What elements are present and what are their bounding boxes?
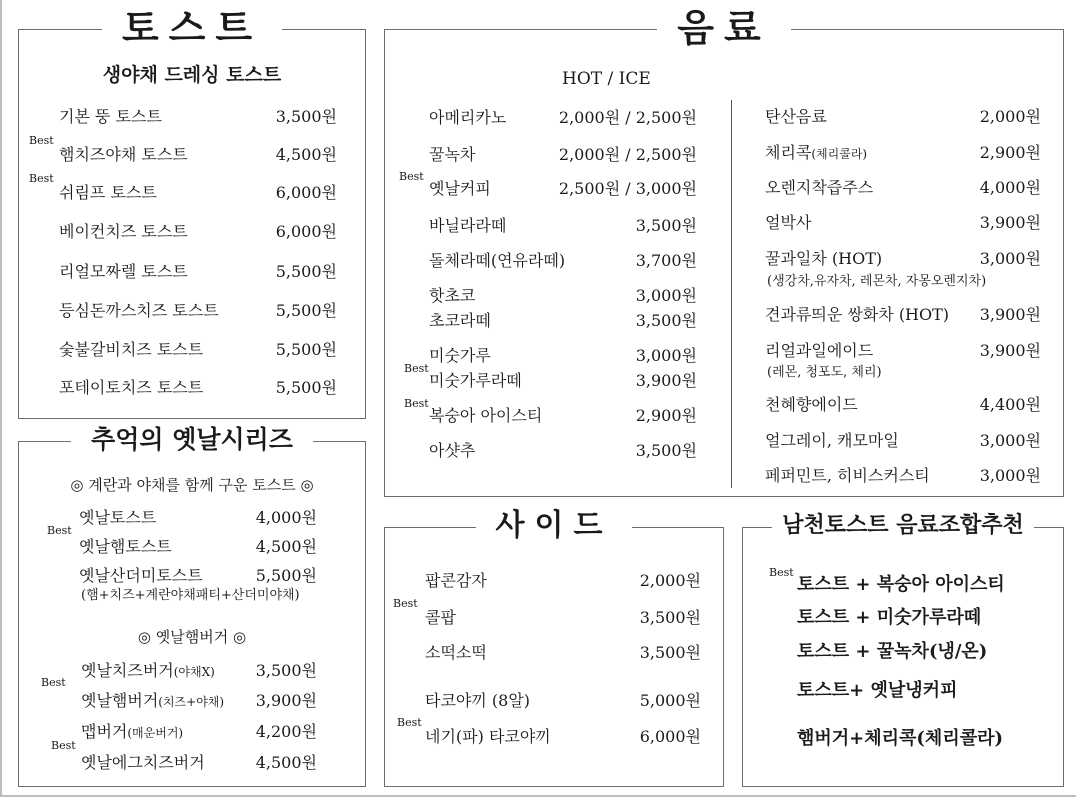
item-price: 4,400원 (979, 395, 1041, 414)
item-price: 3,900원 (635, 371, 697, 390)
item-name: 네기(파) 타코야끼 (425, 727, 551, 746)
toast-title: 토스트 (102, 8, 282, 48)
item-price: 3,500원 (275, 107, 337, 126)
item-name: 쉬림프 토스트 (59, 183, 157, 202)
item-name: 체리콕 (765, 143, 812, 162)
item-name: 옛날치즈버거 (81, 661, 174, 680)
best-badge: Best (51, 739, 76, 752)
item-price: 6,000원 (275, 183, 337, 202)
item-name: 미숫가루 (429, 346, 491, 365)
item-name: 리얼모짜렐 토스트 (59, 262, 188, 281)
combo-text: 햄버거+체리콕(체리콜라) (797, 728, 1003, 749)
item-price: 3,500원 (635, 441, 697, 460)
combo-text: 토스트 + 복숭아 아이스티 (797, 574, 1005, 595)
best-badge: Best (399, 170, 424, 183)
memory-section (18, 425, 366, 787)
toast-section (18, 6, 366, 419)
item-price: 4,000원 (255, 508, 317, 527)
hot-ice-label: HOT / ICE (562, 69, 651, 89)
item-name: 베이컨치즈 토스트 (59, 222, 188, 241)
combo-item (797, 603, 981, 629)
item-price: 5,500원 (275, 262, 337, 281)
item-name: 기본 뚱 토스트 (59, 107, 162, 126)
item-note: (햄+치즈+계란야채패티+산더미야채) (81, 588, 300, 603)
item-name: 아샷추 (429, 441, 476, 460)
item-price: 4,500원 (255, 537, 317, 556)
item-price: 5,500원 (255, 566, 317, 585)
item-price: 6,000원 (639, 727, 701, 746)
item-name: 옛날에그치즈버거 (81, 753, 205, 772)
item-price: 3,000원 (635, 286, 697, 305)
item-price: 2,900원 (979, 143, 1041, 162)
memory-title: 추억의 옛날시리즈 (71, 420, 313, 460)
item-price: 2,000원 (979, 107, 1041, 126)
burger-subtitle: ◎ 옛날햄버거 ◎ (137, 628, 247, 646)
item-note: (야채X) (173, 665, 215, 679)
toast-subtitle: 생야채 드레싱 토스트 (102, 64, 282, 86)
item-name: 미숫가루라떼 (429, 371, 522, 390)
item-price: 3,500원 (635, 311, 697, 330)
item-price: 5,500원 (275, 301, 337, 320)
item-name: 얼박사 (765, 213, 812, 232)
best-badge: Best (397, 716, 422, 729)
item-price: 3,000원 (979, 249, 1041, 268)
item-price: 3,000원 (979, 431, 1041, 450)
drinks-title: 음료 (657, 8, 790, 48)
item-name: 햄치즈야채 토스트 (59, 145, 188, 164)
item-name: 옛날커피 (429, 179, 491, 198)
item-name: 옛날햄토스트 (79, 537, 172, 556)
item-price: 3,000원 (979, 466, 1041, 485)
combo-title: 남천토스트 음료조합추천 (772, 506, 1033, 546)
item-name: 소떡소떡 (425, 643, 487, 662)
combo-item (797, 676, 957, 702)
item-name: 리얼과일에이드 (765, 341, 874, 360)
item-price: 2,500원 / 3,000원 (558, 179, 697, 198)
side-title: 사이드 (476, 506, 633, 546)
item-price: 5,000원 (639, 691, 701, 710)
item-price: 5,500원 (275, 340, 337, 359)
item-price: 3,700원 (635, 251, 697, 270)
combo-text: 토스트 + 미숫가루라떼 (797, 607, 982, 628)
item-price: 3,900원 (979, 341, 1041, 360)
combo-section (742, 513, 1064, 787)
best-badge: Best (769, 566, 794, 579)
item-name: 핫초코 (429, 286, 476, 305)
item-price: 3,500원 (635, 216, 697, 235)
item-name: 옛날햄버거 (81, 691, 159, 710)
item-price: 2,900원 (635, 406, 697, 425)
item-name: 팝콘감자 (425, 571, 487, 590)
item-price: 5,500원 (275, 378, 337, 397)
item-name: 탄산음료 (765, 107, 827, 126)
item-name: 등심돈까스치즈 토스트 (59, 301, 219, 320)
best-badge: Best (41, 676, 66, 689)
combo-item (769, 566, 1005, 596)
item-name: 꿀녹차 (429, 145, 476, 164)
best-badge: Best (393, 597, 418, 610)
item-price: 6,000원 (275, 222, 337, 241)
item-note: (생강차,유자차, 레몬차, 자몽오렌지차) (767, 274, 987, 289)
item-note: (매운버거) (127, 726, 184, 740)
item-name: 콜팝 (425, 608, 456, 627)
item-name: 옛날산더미토스트 (79, 566, 203, 585)
item-name: 견과류띄운 쌍화차 (HOT) (765, 305, 950, 324)
memory-subtitle: ◎ 계란과 야채를 함께 구운 토스트 ◎ (70, 476, 314, 494)
item-note: (레몬, 청포도, 체리) (767, 365, 882, 380)
item-name: 초코라떼 (429, 311, 491, 330)
combo-item (797, 724, 1003, 750)
combo-item (797, 637, 987, 663)
item-price: 3,000원 (635, 346, 697, 365)
item-note: (치즈+야채) (158, 695, 225, 709)
item-price: 2,000원 / 2,500원 (558, 145, 697, 164)
combo-text: 토스트 + 꿀녹차(냉/온) (797, 641, 988, 662)
item-name: 오렌지착즙주스 (765, 178, 874, 197)
best-badge: Best (47, 524, 72, 537)
item-name: 바닐라라떼 (429, 216, 507, 235)
item-name: 아메리카노 (429, 108, 507, 127)
item-name: 천혜향에이드 (765, 395, 858, 414)
item-name: 숯불갈비치즈 토스트 (59, 340, 204, 359)
item-name: 페퍼민트, 히비스커스티 (765, 466, 930, 485)
best-badge: Best (404, 397, 429, 410)
item-name: 돌체라떼(연유라떼) (429, 251, 566, 270)
item-name: 얼그레이, 캐모마일 (765, 431, 899, 450)
item-note: (체리콜라) (811, 147, 868, 161)
item-price: 3,900원 (979, 213, 1041, 232)
best-badge: Best (404, 362, 429, 375)
item-name: 복숭아 아이스티 (429, 406, 543, 425)
drinks-section (384, 6, 1064, 497)
item-price: 3,900원 (255, 691, 317, 710)
item-name: 꿀과일차 (HOT) (765, 249, 883, 268)
side-section (384, 508, 724, 787)
item-name: 포테이토치즈 토스트 (59, 378, 204, 397)
item-price: 3,500원 (255, 661, 317, 680)
item-price: 4,500원 (275, 145, 337, 164)
item-price: 3,500원 (639, 643, 701, 662)
item-price: 4,000원 (979, 178, 1041, 197)
divider (731, 100, 732, 488)
item-price: 2,000원 (639, 571, 701, 590)
item-price: 2,000원 / 2,500원 (558, 108, 697, 127)
item-price: 3,500원 (639, 608, 701, 627)
best-badge: Best (29, 172, 54, 185)
item-name: 타코야끼 (8알) (425, 691, 531, 710)
item-price: 4,500원 (255, 753, 317, 772)
best-badge: Best (29, 134, 54, 147)
item-name: 맵버거 (81, 722, 128, 741)
item-price: 3,900원 (979, 305, 1041, 324)
item-name: 옛날토스트 (79, 508, 157, 527)
combo-text: 토스트+ 옛날냉커피 (797, 680, 958, 701)
item-price: 4,200원 (255, 722, 317, 741)
